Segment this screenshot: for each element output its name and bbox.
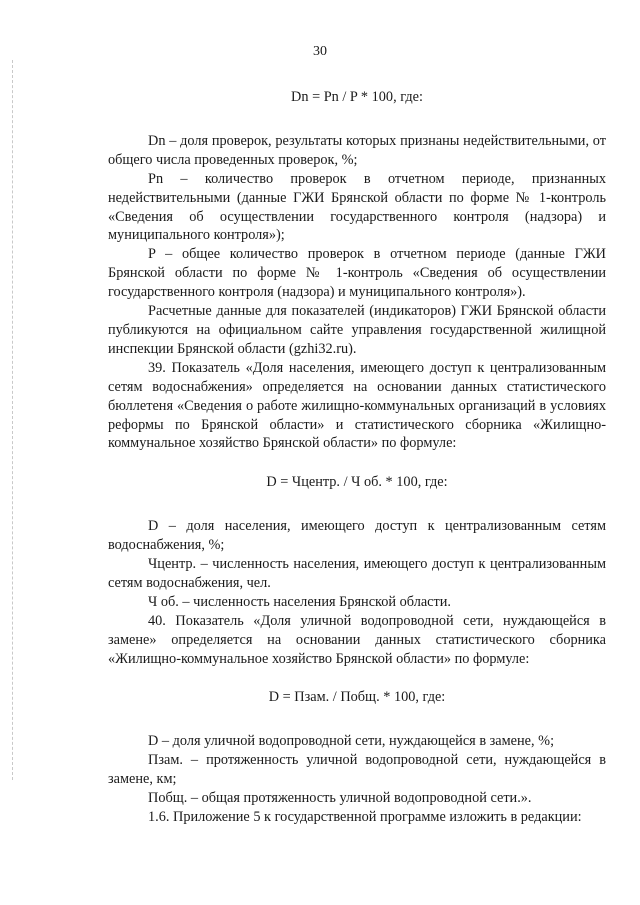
- publication-paragraph: Расчетные данные для показателей (индикаторов) ГЖИ Брянской области публикуются на официальном сайте управления государственной жилищной инспекции Брянской области (gzhi32.ru).: [108, 303, 606, 357]
- definition-d-water: D – доля населения, имеющего доступ к централизованным сетям водоснабжения, %;: [108, 518, 606, 554]
- definition-dn: Dn – доля проверок, результаты которых признаны недействительными, от общего числа проведенных проверок, %;: [108, 132, 606, 168]
- formula-pipe-replacement: D = Пзам. / Побщ. * 100, где:: [268, 689, 446, 706]
- definition-chob: Ч об. – численность населения Брянской области.: [148, 593, 452, 610]
- formula-dn: Dn = Pn / P * 100, где:: [291, 89, 423, 105]
- item-39-paragraph: 39. Показатель «Доля населения, имеющего доступ к централизованным сетям водоснабжения» определяется на основании данных статистического бюллетеня «Сведения о работе жилищно-коммунальных организаций в условиях реформы по Брянской области» и статистического сборника «Жилищно-коммунальное хозяйство Брянской области» по формуле:: [108, 359, 606, 452]
- definition-pobsh: Побщ. – общая протяженность уличной водопроводной сети.».: [148, 790, 532, 807]
- page-number: 30: [313, 44, 327, 59]
- binding-edge-marks: [12, 60, 14, 780]
- definition-chcentr: Чцентр. – численность населения, имеющего доступ к централизованным сетям водоснабжения, чел.: [108, 556, 606, 591]
- definition-d-pipe: D – доля уличной водопроводной сети, нуждающейся в замене, %;: [148, 733, 555, 750]
- definition-p: P – общее количество проверок в отчетном периоде (данные ГЖИ Брянской области по форме № 1-контроль «Сведения об осуществлении государственного контроля (надзора) и муниципального контроля»).: [108, 246, 606, 301]
- formula-water-access: D = Чцентр. / Ч об. * 100, где:: [266, 474, 448, 491]
- document-body: [108, 88, 606, 827]
- definition-pzam: Пзам. – протяженность уличной водопроводной сети, нуждающейся в замене, км;: [108, 752, 606, 788]
- item-40-paragraph: 40. Показатель «Доля уличной водопроводной сети, нуждающейся в замене» определяется на основании данных статистического сборника «Жилищно-коммунальное хозяйство Брянской области» по формуле:: [108, 612, 606, 667]
- item-1-6-paragraph: 1.6. Приложение 5 к государственной программе изложить в редакции:: [148, 809, 582, 825]
- definition-pn: Pn – количество проверок в отчетном периоде, признанных недействительными (данные ГЖИ Брянской области по форме № 1-контроль «Сведения об осуществлении государственного контроля (надзора) и муниципального контроля»);: [108, 170, 606, 244]
